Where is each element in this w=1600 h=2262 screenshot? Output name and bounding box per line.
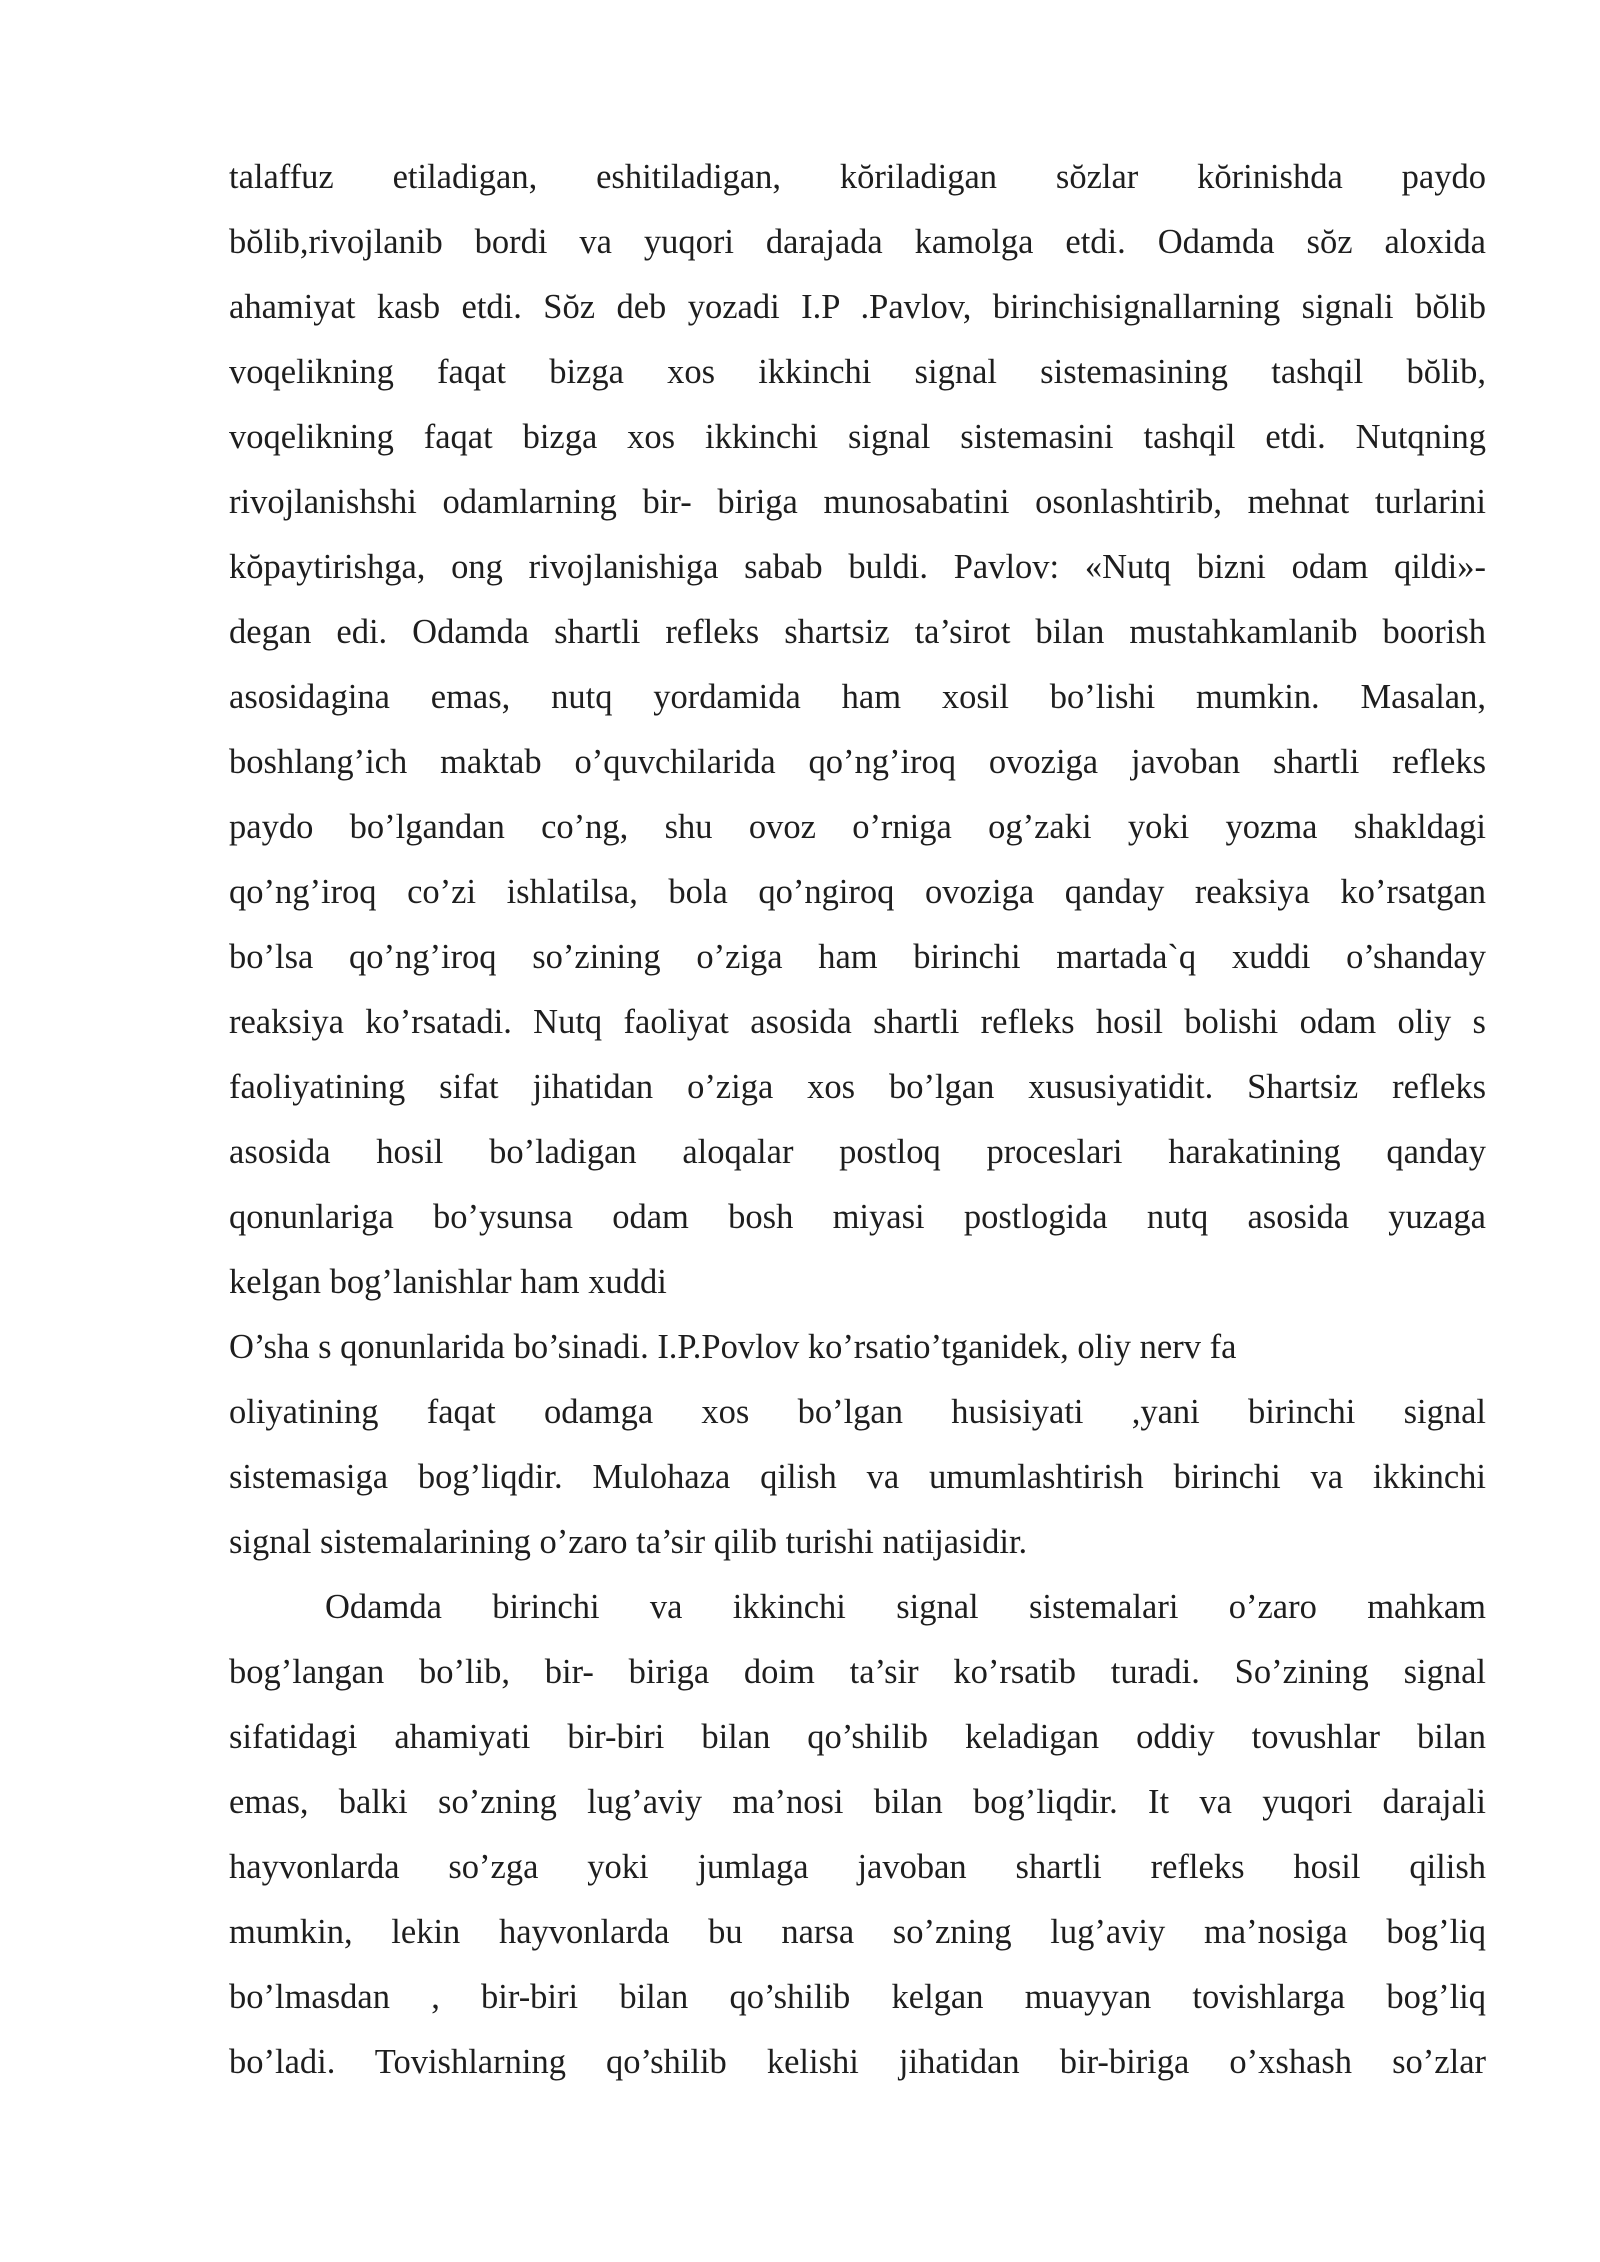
text-line: asosida hosil bo’ladigan aloqalar postloq proceslari harakatining qanday <box>229 1133 1486 1171</box>
text-line: qonunlariga bo’ysunsa odam bosh miyasi postlogida nutq asosida yuzaga <box>229 1198 1486 1236</box>
text-line: sistemasiga bog’liqdir. Mulohaza qilish va umumlashtirish birinchi va ikkinchi <box>229 1458 1486 1496</box>
text-line: ahamiyat kasb etdi. Sŏz deb yozadi I.P .Pavlov, birinchisignallarning signali bŏlib <box>229 288 1486 326</box>
text-line: rivojlanishshi odamlarning bir- biriga munosabatini osonlashtirib, mehnat turlarini <box>229 483 1486 521</box>
text-line: degan edi. Odamda shartli refleks shartsiz ta’sirot bilan mustahkamlanib boorish <box>229 613 1486 651</box>
text-line: reaksiya ko’rsatadi. Nutq faoliyat asosida shartli refleks hosil bolishi odam oliy s <box>229 1003 1486 1041</box>
text-line: mumkin, lekin hayvonlarda bu narsa so’zning lug’aviy ma’nosiga bog’liq <box>229 1913 1486 1951</box>
text-line: asosidagina emas, nutq yordamida ham xosil bo’lishi mumkin. Masalan, <box>229 678 1486 716</box>
text-line: voqelikning faqat bizga xos ikkinchi signal sistemasining tashqil bŏlib, <box>229 353 1486 391</box>
text-line: bog’langan bo’lib, bir- biriga doim ta’sir ko’rsatib turadi. So’zining signal <box>229 1653 1486 1691</box>
text-line: bo’ladi. Tovishlarning qo’shilib kelishi jihatidan bir-biriga o’xshash so’zlar <box>229 2043 1486 2081</box>
text-line: sifatidagi ahamiyati bir-biri bilan qo’shilib keladigan oddiy tovushlar bilan <box>229 1718 1486 1756</box>
text-line: boshlang’ich maktab o’quvchilarida qo’ng’iroq ovoziga javoban shartli refleks <box>229 743 1486 781</box>
text-line: signal sistemalarining o’zaro ta’sir qilib turishi natijasidir. <box>229 1523 1028 1561</box>
text-line: voqelikning faqat bizga xos ikkinchi signal sistemasini tashqil etdi. Nutqning <box>229 418 1486 456</box>
text-line: emas, balki so’zning lug’aviy ma’nosi bilan bog’liqdir. It va yuqori darajali <box>229 1783 1486 1821</box>
text-line: bo’lmasdan , bir-biri bilan qo’shilib kelgan muayyan tovishlarga bog’liq <box>229 1978 1486 2016</box>
text-line: bŏlib,rivojlanib bordi va yuqori darajada kamolga etdi. Odamda sŏz aloxida <box>229 223 1486 261</box>
text-line: O’sha s qonunlarida bo’sinadi. I.P.Povlov ko’rsatio’tganidek, oliy nerv fa <box>229 1328 1237 1366</box>
text-line: talaffuz etiladigan, eshitiladigan, kŏriladigan sŏzlar kŏrinishda paydo <box>229 158 1486 196</box>
text-line: hayvonlarda so’zga yoki jumlaga javoban shartli refleks hosil qilish <box>229 1848 1486 1886</box>
text-line: qo’ng’iroq co’zi ishlatilsa, bola qo’ngiroq ovoziga qanday reaksiya ko’rsatgan <box>229 873 1486 911</box>
body-text <box>229 150 1486 2100</box>
text-line: paydo bo’lgandan co’ng, shu ovoz o’rniga og’zaki yoki yozma shakldagi <box>229 808 1486 846</box>
text-line: kŏpaytirishga, ong rivojlanishiga sabab buldi. Pavlov: «Nutq bizni odam qildi»- <box>229 548 1486 586</box>
text-line: Odamda birinchi va ikkinchi signal sistemalari o’zaro mahkam <box>325 1588 1486 1626</box>
text-line: oliyatining faqat odamga xos bo’lgan husisiyati ,yani birinchi signal <box>229 1393 1486 1431</box>
text-line: faoliyatining sifat jihatidan o’ziga xos bo’lgan xususiyatidit. Shartsiz refleks <box>229 1068 1486 1106</box>
text-line: bo’lsa qo’ng’iroq so’zining o’ziga ham birinchi martada`q xuddi o’shanday <box>229 938 1486 976</box>
text-line: kelgan bog’lanishlar ham xuddi <box>229 1263 667 1301</box>
